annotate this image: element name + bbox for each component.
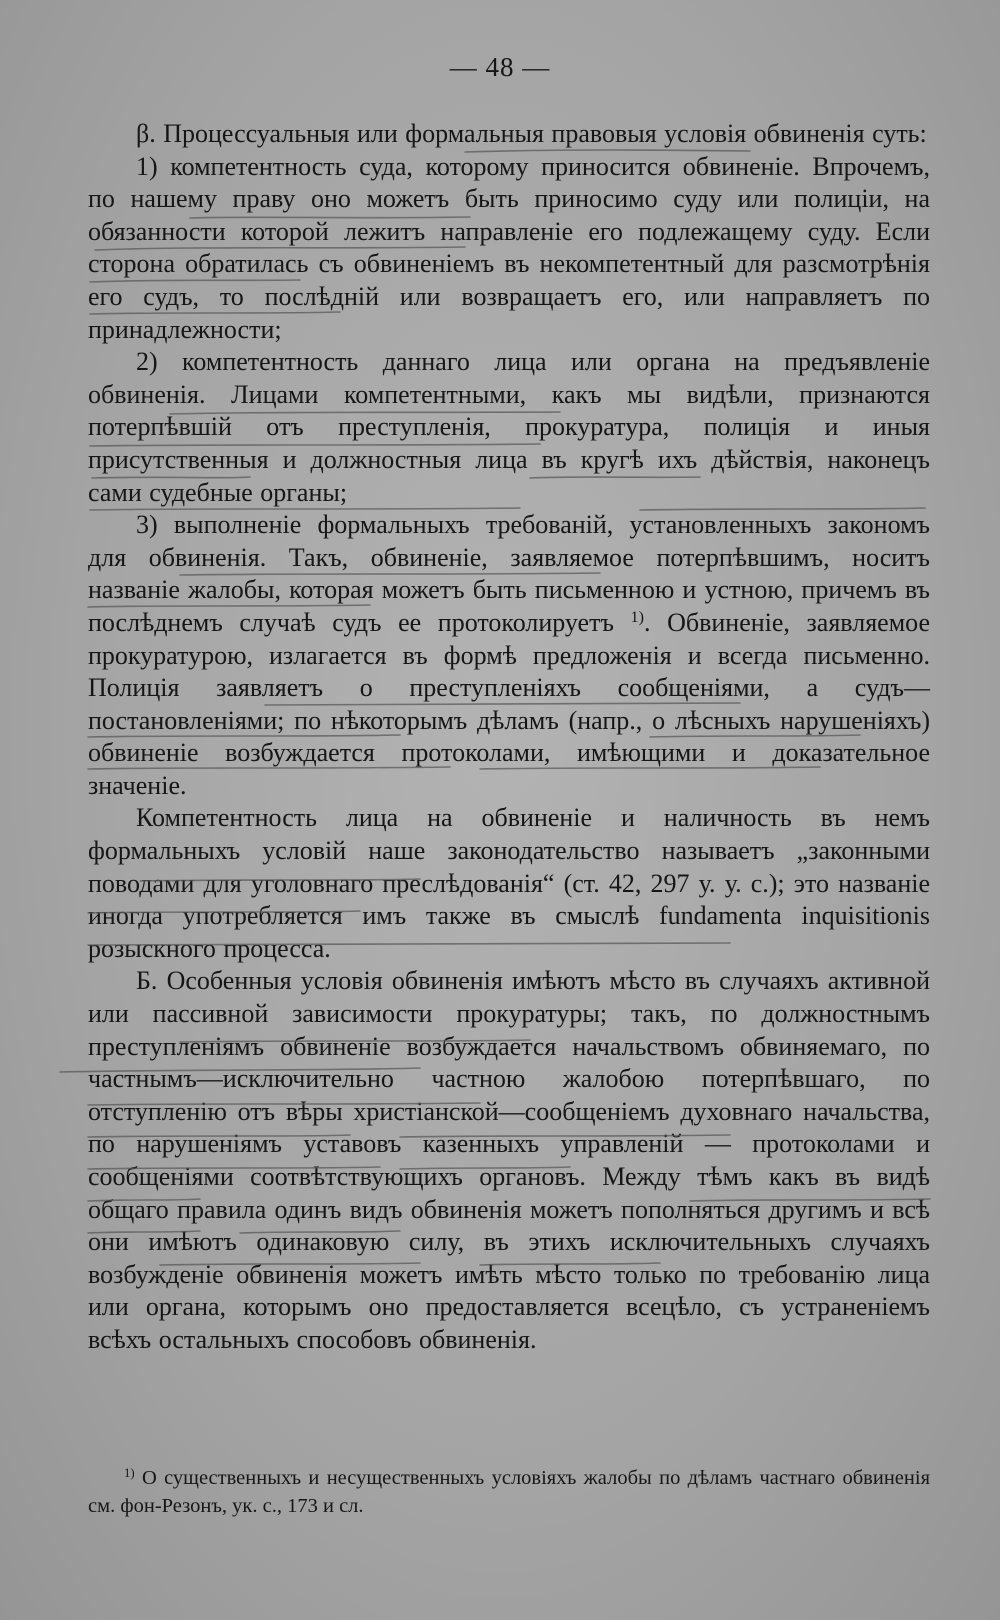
- paragraph-item-1: 1) компетентность суда, которому приносится обвиненіе. Впрочемъ, по нашему праву оно можетъ быть приносимо суду или полиціи, на обязанности которой лежитъ направленіе его подлежащему суду. Если сторона обратилась съ обвиненіемъ въ некомпетентный для разсмотрѣнія его судъ, то послѣдній или возвращаетъ его, или направляетъ по принадлежности;: [88, 151, 930, 344]
- footnote: [88, 1464, 930, 1520]
- footnote-text: О существенныхъ и несущественныхъ условіяхъ жалобы по дѣламъ частнаго обвиненія см. фон-Резонъ, ук. с., 173 и сл.: [88, 1467, 930, 1517]
- paragraph-item-3-continuation: Обвиненіе, заявляемое прокуратурою, излагается въ формѣ предложенія и всегда письменно. Полиція заявляетъ о преступленіяхъ сообщеніями, а судъ—постановленіями; по нѣкоторымъ дѣламъ (напр., о лѣсныхъ нарушеніяхъ) обвиненіе возбуждается протоколами, имѣющими и доказательное значеніе.: [88, 607, 931, 800]
- footnote-reference-period: .: [643, 607, 651, 637]
- paragraph-legal-grounds: Компетентность лица на обвиненіе и наличность въ немъ формальныхъ условій наше законодательство называетъ „законными поводами для уголовнаго преслѣдованія“ (ст. 42, 297 у. у. с.); это названіе иногда употребляется имъ также въ смыслѣ fundamenta inquisitionis розыскного процесса.: [88, 803, 930, 963]
- paragraph-item-3-text: 3) выполненіе формальныхъ требованій, установленныхъ закономъ для обвиненія. Такъ, обвиненіе, заявляемое потерпѣвшимъ, носитъ названіе жалобы, которая можетъ быть письменною и устною, причемъ въ послѣднемъ случаѣ судъ ее протоколируетъ: [88, 510, 930, 637]
- footnote-reference: 1): [630, 609, 644, 627]
- paragraph-item-2: 2) компетентность даннаго лица или органа на предъявленіе обвиненія. Лицами компетентными, какъ мы видѣли, признаются потерпѣвшій отъ преступленія, прокуратура, полиція и иныя присутственныя и должностныя лица въ кругѣ ихъ дѣйствія, наконецъ сами судебные органы;: [88, 347, 930, 507]
- paragraph-b-special-conditions: Б. Особенныя условія обвиненія имѣютъ мѣсто въ случаяхъ активной или пассивной зависимости прокуратуры; такъ, по должностнымъ преступленіямъ обвиненіе возбуждается начальствомъ обвиняемаго, по частнымъ—исключительно частною жалобою потерпѣвшаго, по отступленію отъ вѣры христіанской—сообщеніемъ духовнаго начальства, по нарушеніямъ уставовъ казенныхъ управленій — протоколами и сообщеніями соотвѣтствующихъ органовъ. Между тѣмъ какъ въ видѣ общаго правила одинъ видъ обвиненія можетъ пополняться другимъ и всѣ они имѣютъ одинаковую силу, въ этихъ исключительныхъ случаяхъ возбужденіе обвиненія можетъ имѣть мѣсто только по требованію лица или органа, которымъ оно предоставляется всецѣло, съ устраненіемъ всѣхъ остальныхъ способовъ обвиненія.: [88, 966, 930, 1354]
- page-number: — 48 —: [449, 52, 551, 82]
- footnote-paragraph: [88, 1464, 930, 1520]
- paragraph-item-3: [88, 509, 930, 802]
- paragraph-beta: β. Процессуальныя или формальныя правовыя условія обвиненія суть:: [136, 119, 927, 148]
- footnote-marker: 1): [124, 1466, 135, 1481]
- body-text: [88, 118, 930, 1357]
